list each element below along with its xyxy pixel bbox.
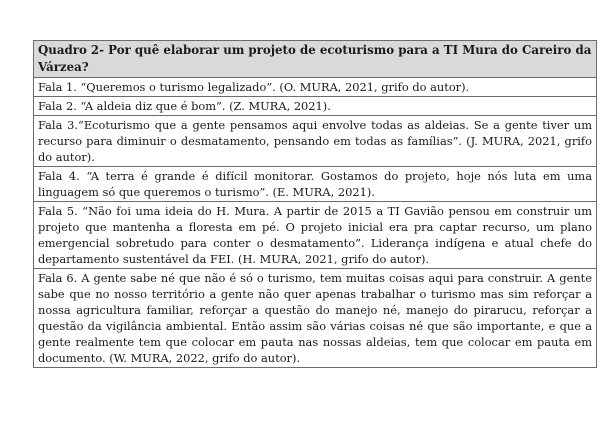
table-row (34, 269, 597, 368)
fala-6: Fala 6. A gente sabe né que não é só o turismo, tem muitas coisas aqui para construir. A gente sabe que no nosso território a gente não quer apenas trabalhar o turismo mas sim reforçar a nossa agricultura familiar, reforçar a questão do manejo né, manejo do pirarucu, reforçar a questão da vigilância ambiental. Então assim são várias coisas né que são importante, e que a gente realmente tem que colocar em pauta nas nossas aldeias, tem que colocar em pauta em documento. (W. MURA, 2022, grifo do autor). (34, 269, 597, 368)
table-row (34, 167, 597, 202)
quadro-table (33, 40, 597, 368)
table-row (34, 78, 597, 97)
fala-3: Fala 3.“Ecoturismo que a gente pensamos aqui envolve todas as aldeias. Se a gente tiver um recurso para diminuir o desmatamento, pensando em todas as famílias”. (J. MURA, 2021, grifo do autor). (34, 116, 597, 167)
quadro-title-row (34, 41, 597, 78)
table-row (34, 116, 597, 167)
fala-1: Fala 1. “Queremos o turismo legalizado”. (O. MURA, 2021, grifo do autor). (34, 78, 597, 97)
fala-5: Fala 5. “Não foi uma ideia do H. Mura. A partir de 2015 a TI Gavião pensou em construir um projeto que mantenha a floresta em pé. O projeto inicial era pra captar recurso, um plano emergencial sobretudo para conter o desmatamento”. Liderança indígena e atual chefe do departamento sustentável da FEI. (H. MURA, 2021, grifo do autor). (34, 202, 597, 269)
fala-2: Fala 2. “A aldeia diz que é bom”. (Z. MURA, 2021). (34, 97, 597, 116)
table-row (34, 97, 597, 116)
quadro-title: Quadro 2- Por quê elaborar um projeto de ecoturismo para a TI Mura do Careiro da Várzea? (34, 41, 597, 78)
fala-4: Fala 4. “A terra é grande é difícil monitorar. Gostamos do projeto, hoje nós luta em uma linguagem só que queremos o turismo”. (E. MURA, 2021). (34, 167, 597, 202)
table-row (34, 202, 597, 269)
